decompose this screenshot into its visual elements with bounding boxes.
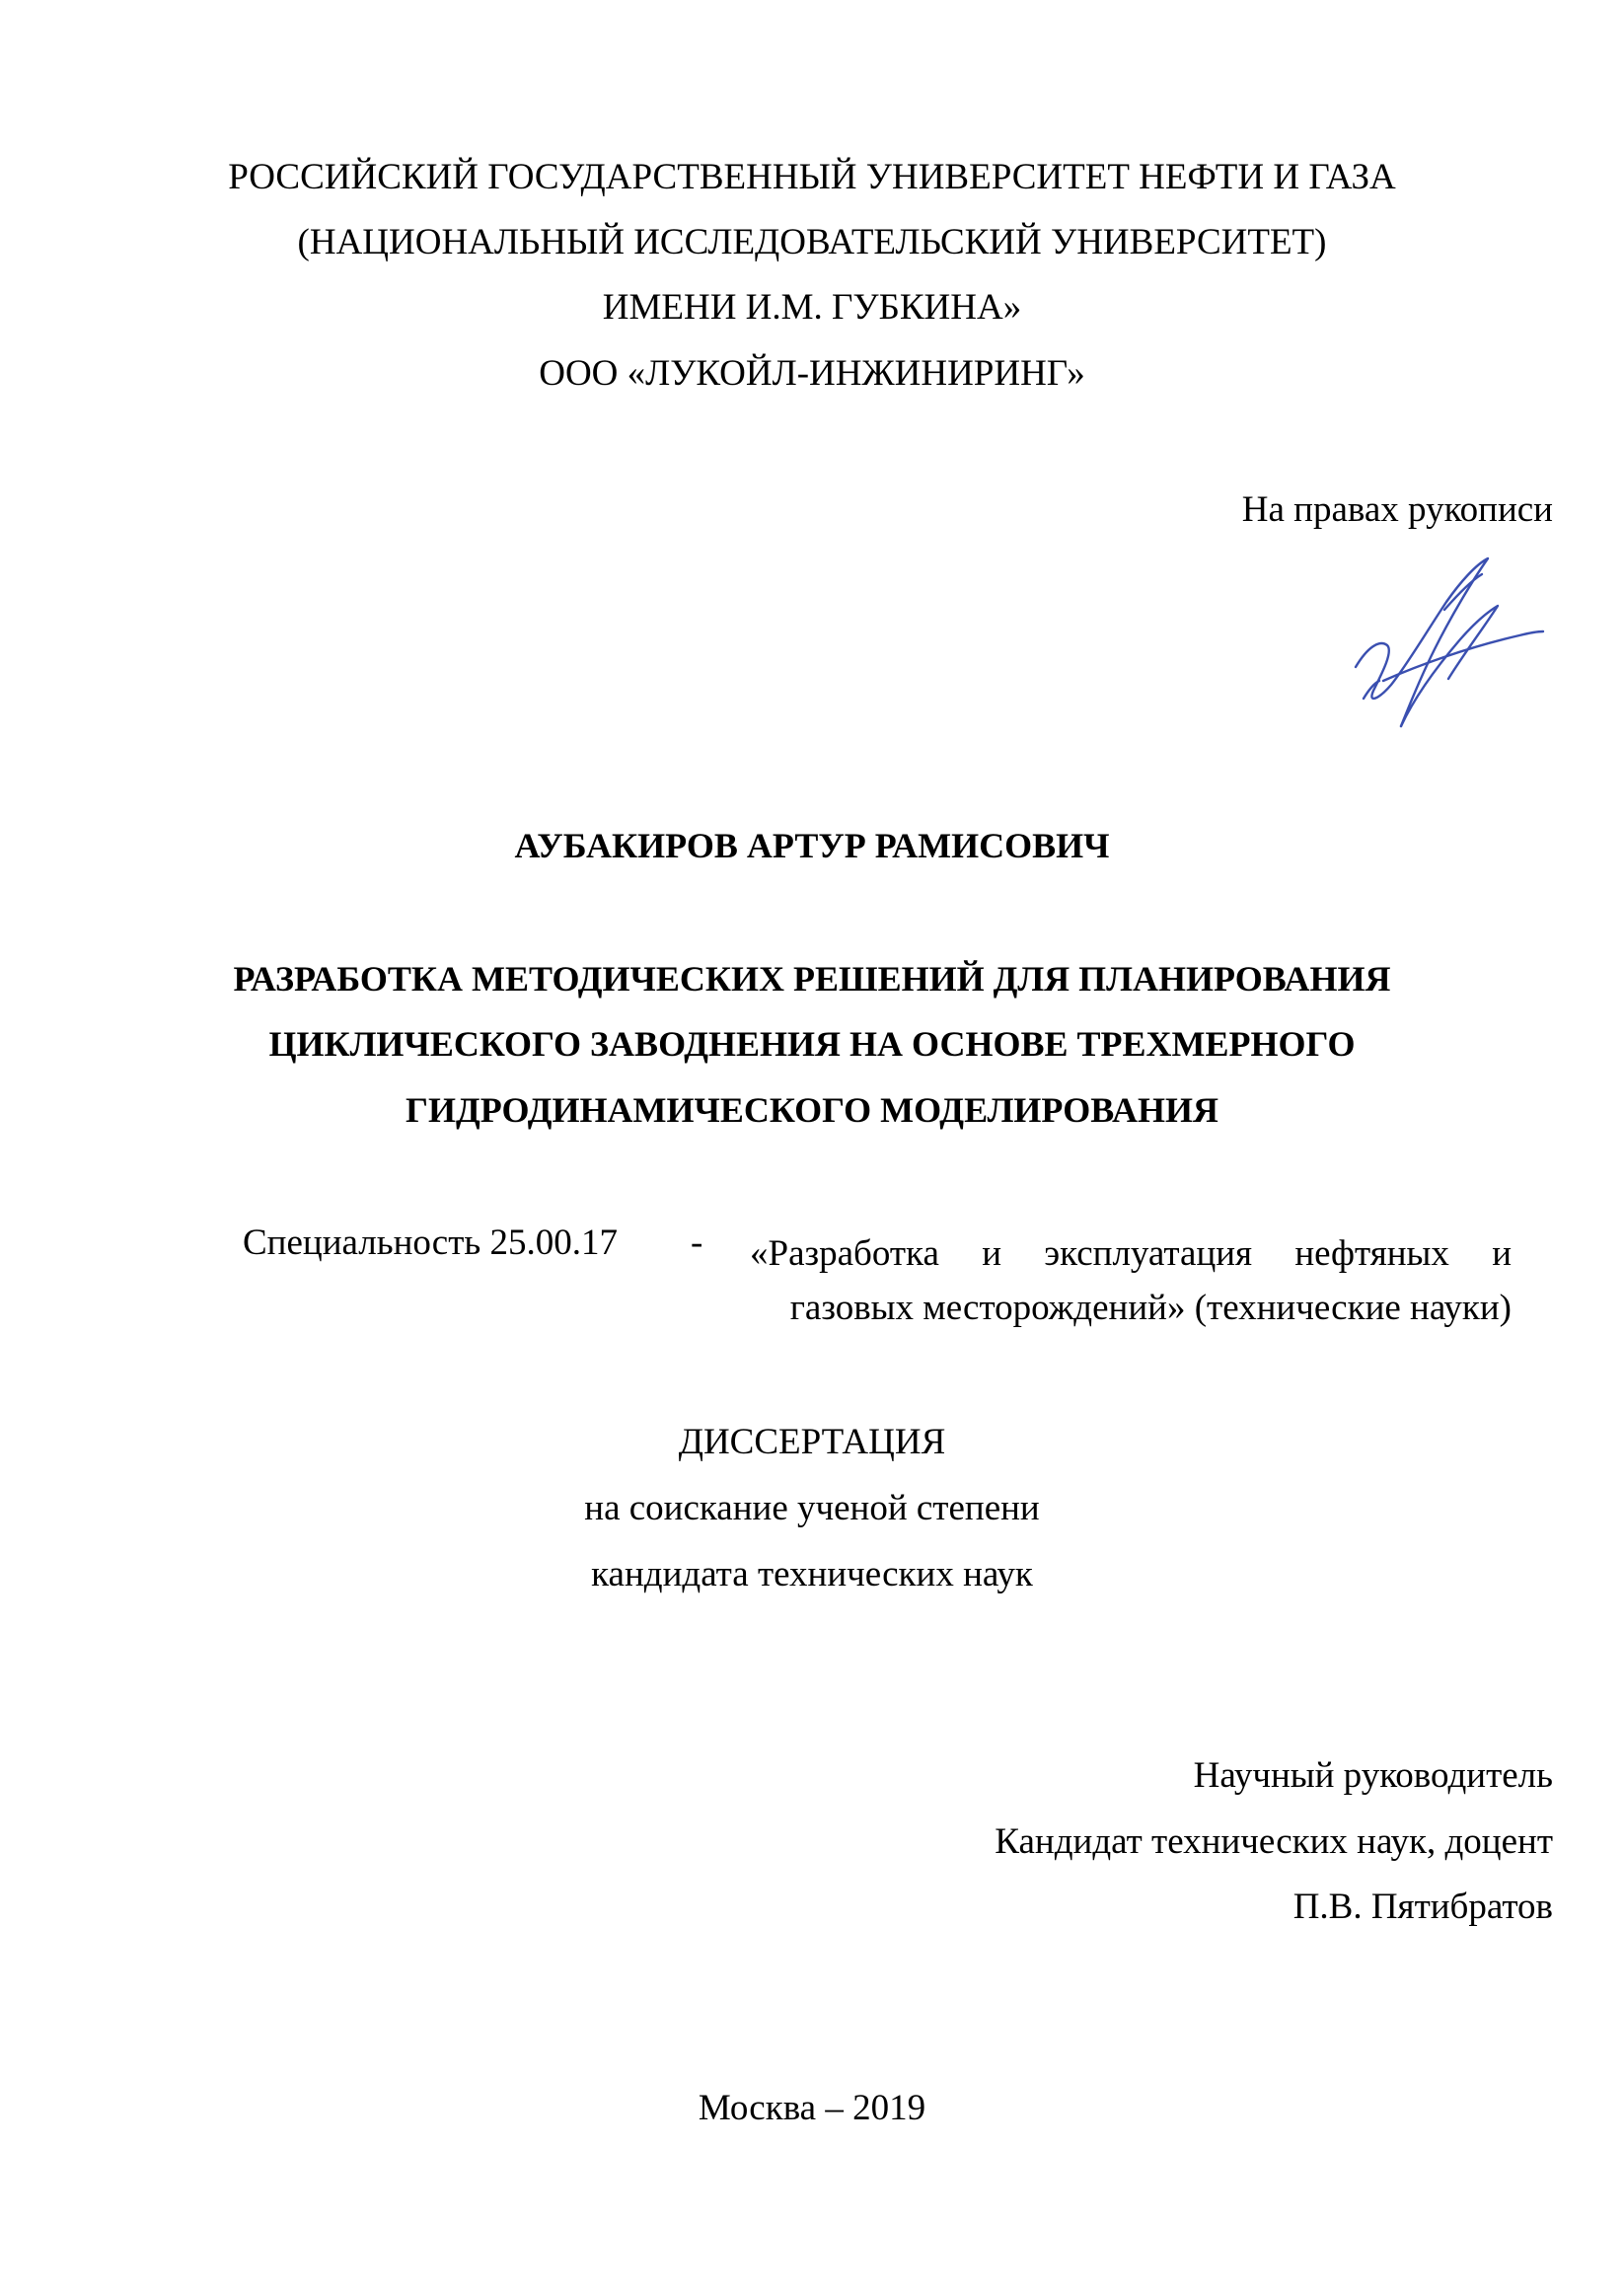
signature-image bbox=[1350, 551, 1547, 733]
supervisor-label: Научный руководитель bbox=[1193, 1755, 1553, 1796]
degree-purpose: на соискание ученой степени bbox=[584, 1488, 1040, 1528]
university-name-line-3: ИМЕНИ И.М. ГУБКИНА» bbox=[602, 287, 1022, 328]
thesis-title-line-1: РАЗРАБОТКА МЕТОДИЧЕСКИХ РЕШЕНИЙ ДЛЯ ПЛАНИРОВАНИЯ bbox=[233, 959, 1391, 999]
dissertation-label: ДИССЕРТАЦИЯ bbox=[678, 1422, 946, 1462]
signature-strokes bbox=[1356, 558, 1543, 726]
thesis-title-line-2: ЦИКЛИЧЕСКОГО ЗАВОДНЕНИЯ НА ОСНОВЕ ТРЕХМЕРНОГО bbox=[268, 1024, 1356, 1064]
thesis-title-line-3: ГИДРОДИНАМИЧЕСКОГО МОДЕЛИРОВАНИЯ bbox=[406, 1090, 1218, 1130]
manuscript-note: На правах рукописи bbox=[1241, 489, 1553, 530]
author-name: АУБАКИРОВ АРТУР РАМИСОВИЧ bbox=[514, 826, 1110, 865]
supervisor-degree: Кандидат технических наук, доцент bbox=[995, 1821, 1553, 1862]
specialty-label: Специальность 25.00.17 bbox=[243, 1222, 619, 1263]
specialty-description-line-2: газовых месторождений» (технические науки) bbox=[789, 1288, 1512, 1328]
supervisor-name: П.В. Пятибратов bbox=[1292, 1887, 1553, 1927]
university-name-line-1: РОССИЙСКИЙ ГОСУДАРСТВЕННЫЙ УНИВЕРСИТЕТ НЕФТИ И ГАЗА bbox=[228, 157, 1396, 197]
specialty-dash: - bbox=[691, 1222, 703, 1263]
organization-name: ООО «ЛУКОЙЛ-ИНЖИНИРИНГ» bbox=[539, 353, 1085, 394]
university-name-line-2: (НАЦИОНАЛЬНЫЙ ИССЛЕДОВАТЕЛЬСКИЙ УНИВЕРСИТЕТ) bbox=[297, 222, 1327, 262]
specialty-description-line-1: «Разработка и эксплуатация нефтяных и bbox=[750, 1233, 1512, 1274]
city-year: Москва – 2019 bbox=[698, 2088, 926, 2128]
degree-name: кандидата технических наук bbox=[591, 1554, 1033, 1594]
